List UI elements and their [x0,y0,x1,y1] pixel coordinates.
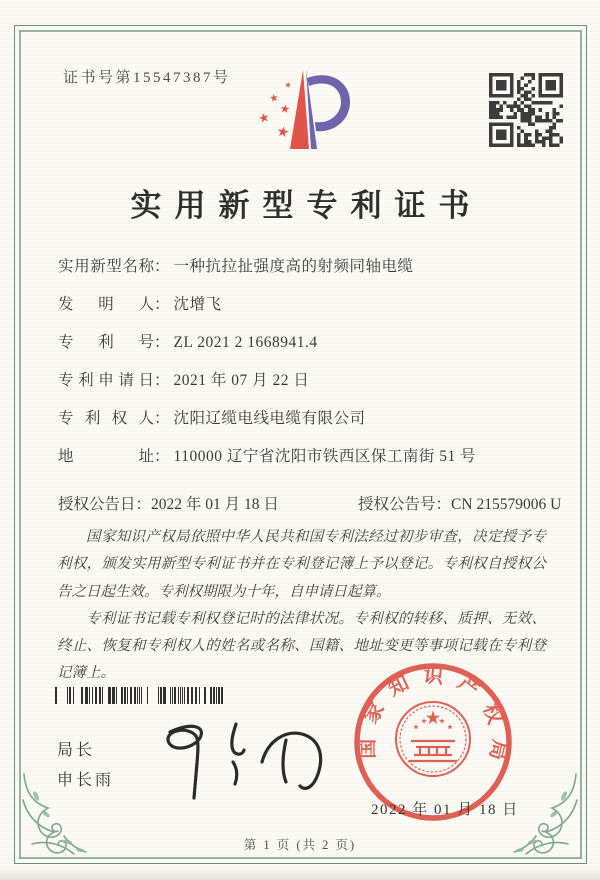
field-value: 一种抗拉扯强度高的射频同轴电缆 [173,258,414,275]
field-row-inventor [58,294,548,316]
legal-paragraph-1: 国家知识产权局依照中华人民共和国专利法经过初步审查，决定授予专利权，颁发实用新型专利证书并在专利登记簿上予以登记。专利权自授权公告之日起生效。专利权期限为十年，自申请日起算。 [57,529,546,600]
field-list [58,256,548,484]
certificate-title: 实用新型专利证书 [130,188,483,223]
field-colon: ： [435,496,452,513]
qr-code [489,73,563,147]
seal-text: 国家知识产权局 [356,664,511,775]
signer-block [57,736,114,796]
field-colon: ： [154,334,170,351]
field-label: 地址 [58,448,154,465]
field-colon: ： [154,372,170,389]
field-label: 专利申请日 [58,372,154,389]
field-value: 110000 辽宁省沈阳市铁西区保工南街 51 号 [173,448,477,465]
signer-title: 局长 [57,742,96,759]
grant-date-label: 授权公告日 [58,496,136,513]
grant-row [58,492,562,514]
field-value: 沈阳辽缆电线电缆有限公司 [173,410,366,427]
grant-no-label: 授权公告号 [358,496,436,513]
field-colon: ： [154,448,170,465]
field-value: ZL 2021 2 1668941.4 [173,334,318,351]
grant-date-value: 2022 年 01 月 18 日 [151,496,279,513]
field-colon: ： [135,496,152,513]
field-value: 2021 年 07 月 22 日 [173,372,310,389]
field-colon: ： [154,258,170,275]
page-number: 第 1 页 (共 2 页) [243,838,357,852]
grant-no-value: CN 215579006 U [451,496,562,513]
field-value: 沈增飞 [173,296,222,313]
barcode [55,687,227,704]
signer-name: 申长雨 [57,772,115,789]
seal-date: 2022 年 01 月 18 日 [371,802,519,818]
cnipa-logo-icon [237,56,363,166]
field-row-address [58,446,548,468]
field-label: 发明人 [58,296,154,313]
field-row-patent-no [58,332,548,354]
field-label: 实用新型名称 [58,258,154,275]
field-colon: ： [154,410,170,427]
certificate-number: 证书号第15547387号 [63,70,231,86]
field-row-filing-date [58,370,548,392]
signature-shen-changyu [140,710,335,812]
field-label: 专利号 [58,334,154,351]
field-row-name [58,256,548,278]
field-colon: ： [154,296,170,313]
field-label: 专利权人 [58,410,154,427]
legal-paragraph-2: 专利证书记载专利权登记时的法律状况。专利权的转移、质押、无效、终止、恢复和专利权人的姓名或名称、国籍、地址变更等事项记载在专利登记簿上。 [57,610,546,682]
field-row-patentee [58,408,548,430]
national-emblem-icon [396,702,470,776]
